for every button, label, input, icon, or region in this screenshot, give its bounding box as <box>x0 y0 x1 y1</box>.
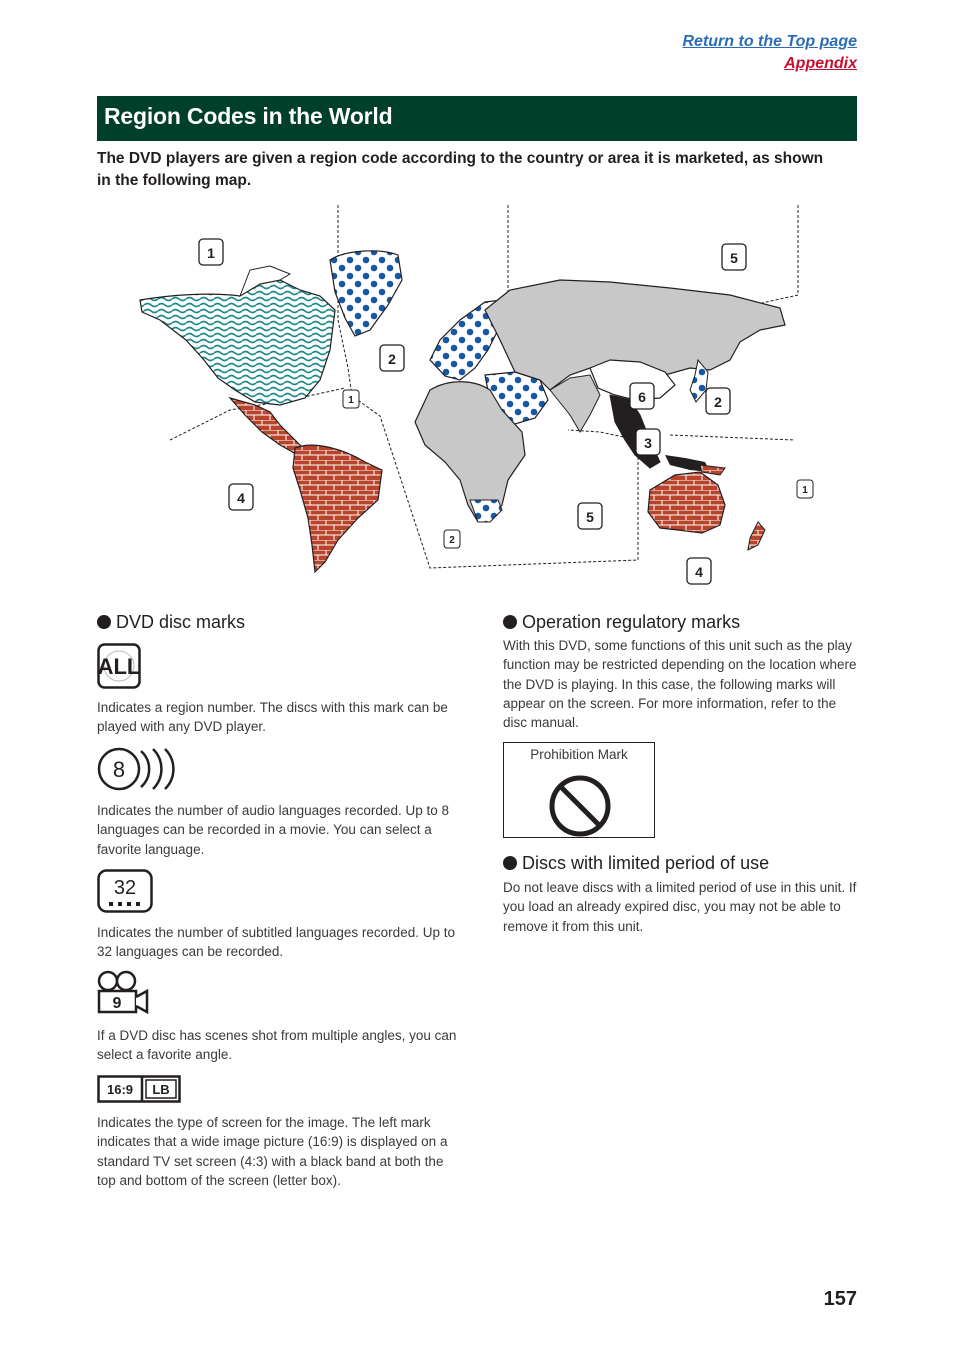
svg-text:4: 4 <box>237 490 245 506</box>
svg-text:ALL: ALL <box>97 654 141 679</box>
region-label <box>229 484 253 510</box>
region-label <box>380 345 404 371</box>
svg-text:32: 32 <box>113 877 137 899</box>
audio-languages-text: Indicates the number of audio languages recorded. Up to 8 languages can be recorded in a movie. You can select a favorite language. <box>97 803 449 857</box>
svg-text:8: 8 <box>112 757 126 782</box>
svg-text:1: 1 <box>207 245 215 261</box>
bullet-icon <box>503 856 517 870</box>
svg-text:9: 9 <box>112 995 122 1012</box>
dvd-disc-marks-heading <box>97 611 245 633</box>
intro-text: The DVD players are given a region code according to the country or area it is marketed, as shown in the following map. <box>97 150 824 189</box>
region-label <box>797 480 813 498</box>
region-label <box>578 503 602 529</box>
region-label <box>722 244 746 270</box>
screen-type-text: Indicates the type of screen for the image. The left mark indicates that a wide image picture (16:9) is displayed on a standard TV set screen (4:3) with a black band at both the top and bottom of the screen (letter box). <box>97 1115 448 1188</box>
svg-text:6: 6 <box>638 389 646 405</box>
multi-angle-text: If a DVD disc has scenes shot from multiple angles, you can select a favorite angle. <box>97 1028 457 1063</box>
svg-text:2: 2 <box>388 351 396 367</box>
svg-text:2: 2 <box>714 394 722 410</box>
return-to-top-link[interactable]: Return to the Top page <box>682 33 857 50</box>
south-america <box>293 445 382 572</box>
heading-text: Operation regulatory marks <box>522 612 741 632</box>
svg-text:5: 5 <box>730 250 738 266</box>
north-america <box>140 280 335 405</box>
all-region-icon <box>97 643 141 689</box>
operation-marks-heading <box>503 611 740 633</box>
australia <box>648 472 725 533</box>
svg-text:1: 1 <box>802 485 808 496</box>
region-label <box>687 558 711 584</box>
south-africa <box>470 500 502 522</box>
svg-text:3: 3 <box>644 435 652 451</box>
screen-type-icon <box>97 1075 181 1103</box>
svg-text:1: 1 <box>348 395 354 406</box>
appendix-link[interactable]: Appendix <box>784 55 857 72</box>
heading-text: Discs with limited period of use <box>522 853 770 873</box>
region-label <box>636 429 660 455</box>
bullet-icon <box>503 615 517 629</box>
prohibition-icon <box>547 775 613 837</box>
region-label <box>199 239 223 265</box>
bullet-icon <box>97 615 111 629</box>
page-number: 157 <box>823 1288 857 1310</box>
region-label <box>444 530 460 548</box>
page-title: Region Codes in the World <box>104 103 393 129</box>
limited-discs-text: Do not leave discs with a limited period of use in this unit. If you load an already expired disc, you may not be able to remove it from this unit. <box>503 880 857 934</box>
region-label <box>630 383 654 409</box>
new-zealand <box>748 522 765 550</box>
svg-text:LB: LB <box>152 1082 170 1097</box>
header-links <box>682 31 857 75</box>
greenland <box>330 251 402 336</box>
svg-text:4: 4 <box>695 564 703 580</box>
operation-marks-text: With this DVD, some functions of this unit such as the play function may be restricted depending on the location where the DVD is playing. In this case, the following marks will appear on the screen. For more information, refer to the disc manual. <box>503 638 857 731</box>
region-map <box>130 200 820 592</box>
prohibition-mark-box <box>503 742 655 838</box>
subtitle-languages-icon <box>97 869 153 913</box>
svg-text:16:9: 16:9 <box>106 1082 134 1097</box>
title-bar <box>97 96 857 141</box>
svg-text:2: 2 <box>449 535 455 546</box>
audio-languages-icon <box>97 745 179 793</box>
region-label <box>706 388 730 414</box>
prohibition-label: Prohibition Mark <box>530 747 628 762</box>
region-label <box>343 390 359 408</box>
multi-angle-icon <box>97 970 151 1016</box>
all-region-text: Indicates a region number. The discs with this mark can be played with any DVD player. <box>97 700 448 735</box>
heading-text: DVD disc marks <box>116 612 246 632</box>
subtitle-languages-text: Indicates the number of subtitled languages recorded. Up to 32 languages can be recorded. <box>97 925 455 960</box>
central-america <box>230 398 305 455</box>
svg-text:5: 5 <box>586 509 594 525</box>
limited-discs-heading <box>503 852 769 874</box>
